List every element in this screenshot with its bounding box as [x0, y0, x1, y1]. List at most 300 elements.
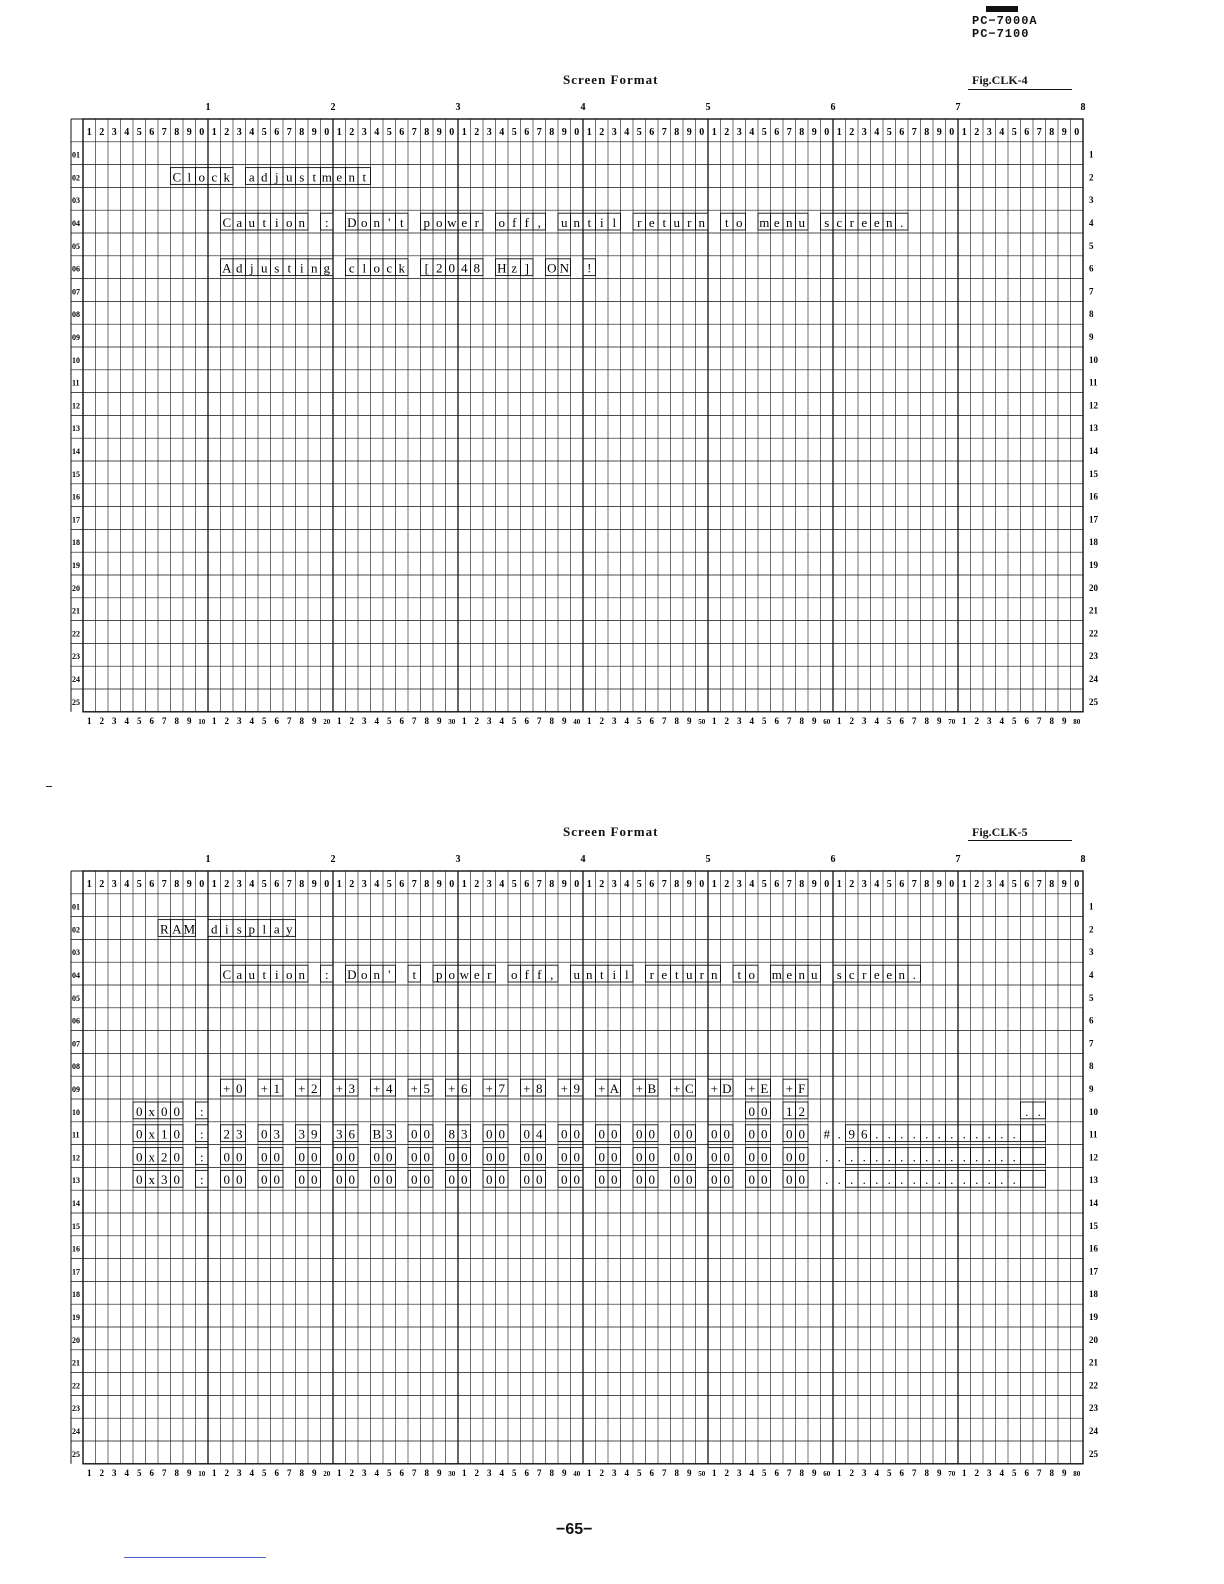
column-number-bottom: 8	[674, 715, 679, 726]
decade-label: 5	[705, 854, 711, 865]
row-label-right: 8	[1089, 1061, 1094, 1072]
decade-label: 7	[955, 854, 961, 865]
screen-text: 0x10 : 23 03 39 36 B3 00 83 00 04 00 00 00 00 00 00 00 #.96............	[136, 1126, 1016, 1142]
column-digit: 5	[761, 126, 767, 138]
row-label-right: 10	[1089, 1106, 1098, 1117]
column-number-bottom: 3	[987, 715, 992, 726]
column-number-bottom: 8	[674, 1467, 679, 1478]
column-digit: 4	[374, 126, 380, 138]
column-digit: 0	[1074, 878, 1080, 890]
column-digit: 2	[349, 878, 355, 890]
column-digit: 1	[461, 878, 467, 890]
column-number-bottom: 8	[1049, 1467, 1054, 1478]
column-number-bottom: 3	[737, 1467, 742, 1478]
column-number-bottom: 1	[587, 1467, 592, 1478]
fig1-title: Screen Format	[563, 72, 659, 87]
column-digit: 7	[661, 878, 667, 890]
row-label-right: 18	[1089, 537, 1098, 548]
column-digit: 2	[849, 126, 855, 138]
column-digit: 9	[186, 878, 192, 890]
row-label-right: 2	[1089, 924, 1094, 935]
column-digit: 7	[661, 126, 667, 138]
row-label-right: 25	[1089, 1448, 1098, 1459]
column-number-bottom: 1	[87, 1467, 92, 1478]
column-digit: 4	[124, 878, 130, 890]
row-label-right: 17	[1089, 514, 1098, 525]
column-digit: 9	[811, 126, 817, 138]
column-digit: 8	[799, 878, 805, 890]
column-digit: 7	[1036, 878, 1042, 890]
screen-text-line	[133, 1148, 1046, 1165]
row-label-left: 10	[72, 1107, 80, 1117]
column-number-bottom: 7	[287, 1467, 292, 1478]
column-number-bottom: 6	[774, 715, 779, 726]
row-label-right: 11	[1089, 1129, 1098, 1140]
column-digit: 9	[936, 126, 942, 138]
row-label-right: 15	[1089, 1220, 1098, 1231]
column-digit: 9	[936, 878, 942, 890]
char-cell	[1021, 1148, 1034, 1165]
char-cell	[1033, 1125, 1046, 1142]
column-number-bottom: 9	[562, 1467, 567, 1478]
column-number-bottom: 6	[149, 715, 154, 726]
column-number-bottom: 3	[862, 715, 867, 726]
column-digit: 9	[1061, 126, 1067, 138]
row-label-left: 02	[72, 925, 80, 935]
column-digit: 3	[861, 878, 867, 890]
column-number-bottom: 9	[812, 1467, 817, 1478]
row-label-left: 19	[72, 561, 80, 570]
column-number-bottom: 9	[312, 1467, 317, 1478]
column-digit: 3	[111, 878, 117, 890]
column-digit: 4	[874, 878, 880, 890]
column-digit: 8	[299, 878, 305, 890]
column-number-bottom: 70	[948, 717, 956, 726]
screen-text: 00 12	[748, 1103, 806, 1119]
column-number-bottom: 2	[849, 715, 854, 726]
row-label-left: 17	[72, 515, 80, 525]
column-number-bottom: 1	[587, 715, 592, 726]
column-number-bottom: 9	[437, 715, 442, 726]
column-digit: 0	[824, 878, 830, 890]
column-number-bottom: 4	[749, 715, 754, 726]
column-number-bottom: 9	[937, 1467, 942, 1478]
column-digit: 8	[1049, 878, 1055, 890]
row-label-left: 14	[72, 1199, 80, 1208]
column-digit: 0	[199, 126, 205, 138]
column-digit: 9	[311, 878, 317, 890]
column-digit: 6	[899, 126, 905, 138]
decade-label: 7	[955, 102, 961, 113]
column-digit: 2	[474, 126, 480, 138]
column-number-bottom: 6	[274, 715, 279, 726]
row-label-left: 04	[72, 971, 80, 980]
decade-label: 6	[830, 102, 836, 113]
screen-text: RAM display	[159, 921, 293, 937]
row-label-right: 3	[1089, 947, 1094, 958]
column-number-bottom: 4	[999, 1467, 1004, 1478]
column-number-bottom: 80	[1073, 717, 1081, 726]
column-digit: 1	[211, 878, 217, 890]
row-label-left: 25	[72, 697, 80, 707]
row-label-right: 4	[1089, 970, 1094, 980]
decade-label: 1	[205, 854, 211, 865]
column-digit: 9	[561, 126, 567, 138]
column-number-bottom: 7	[162, 1467, 167, 1478]
screen-text: Clock adjustment	[172, 169, 367, 185]
column-digit: 3	[611, 878, 617, 890]
row-label-right: 15	[1089, 468, 1098, 479]
row-label-left: 06	[72, 1016, 80, 1026]
model-name-2: PC−7100	[972, 27, 1030, 41]
column-number-bottom: 5	[137, 715, 142, 726]
column-number-bottom: 2	[724, 715, 729, 726]
screen-text-line	[133, 1102, 208, 1119]
row-label-right: 1	[1089, 901, 1094, 912]
column-number-bottom: 2	[474, 715, 479, 726]
column-digit: 2	[724, 878, 730, 890]
row-label-left: 08	[72, 310, 80, 320]
column-digit: 4	[624, 878, 630, 890]
column-number-bottom: 9	[312, 715, 317, 726]
row-label-right: 6	[1089, 1015, 1094, 1026]
row-label-left: 11	[72, 378, 80, 388]
row-label-right: 21	[1089, 605, 1098, 616]
column-digit: 4	[624, 126, 630, 138]
column-digit: 8	[674, 126, 680, 138]
column-number-bottom: 3	[612, 715, 617, 726]
column-digit: 6	[149, 878, 155, 890]
column-digit: 1	[961, 878, 967, 890]
column-number-bottom: 10	[198, 1469, 206, 1478]
row-label-right: 25	[1089, 696, 1098, 707]
column-number-bottom: 6	[524, 715, 529, 726]
decade-label: 8	[1080, 102, 1086, 113]
column-number-bottom: 8	[1049, 715, 1054, 726]
column-digit: 8	[924, 878, 930, 890]
column-digit: 2	[724, 126, 730, 138]
column-digit: 3	[361, 126, 367, 138]
decade-label: 4	[580, 854, 586, 865]
column-number-bottom: 7	[537, 715, 542, 726]
column-number-bottom: 5	[387, 1467, 392, 1478]
screen-text-line	[171, 168, 371, 185]
column-digit: 2	[974, 878, 980, 890]
column-number-bottom: 5	[762, 1467, 767, 1478]
fig2-title: Screen Format	[563, 824, 659, 839]
row-label-right: 3	[1089, 195, 1094, 206]
column-digit: 5	[636, 878, 642, 890]
column-digit: 5	[761, 878, 767, 890]
column-digit: 7	[161, 126, 167, 138]
screen-format-grid-1	[58, 96, 1118, 728]
column-number-bottom: 4	[124, 1467, 129, 1478]
column-number-bottom: 2	[349, 715, 354, 726]
column-digit: 2	[849, 878, 855, 890]
column-number-bottom: 6	[524, 1467, 529, 1478]
fig1-label: Fig.CLK-4	[972, 73, 1028, 87]
row-label-right: 16	[1089, 491, 1098, 502]
row-label-right: 8	[1089, 309, 1094, 320]
column-digit: 3	[736, 878, 742, 890]
column-number-bottom: 8	[174, 1467, 179, 1478]
column-number-bottom: 3	[487, 715, 492, 726]
fig2-underline	[968, 840, 1072, 841]
column-number-bottom: 9	[187, 715, 192, 726]
screen-text: Caution : Don' t power off, until return to menu screen.	[222, 967, 916, 982]
row-label-right: 9	[1089, 1084, 1094, 1094]
row-label-left: 06	[72, 264, 80, 274]
column-digit: 9	[186, 126, 192, 138]
column-digit: 1	[336, 126, 342, 138]
column-number-bottom: 2	[224, 1467, 229, 1478]
screen-text-line	[133, 1170, 1046, 1187]
column-digit: 6	[274, 878, 280, 890]
column-number-bottom: 9	[1062, 715, 1067, 726]
column-digit: 4	[499, 126, 505, 138]
column-number-bottom: 8	[549, 715, 554, 726]
column-number-bottom: 1	[962, 1467, 967, 1478]
column-number-bottom: 1	[837, 1467, 842, 1478]
column-number-bottom: 5	[762, 715, 767, 726]
column-digit: 1	[211, 126, 217, 138]
column-digit: 7	[1036, 126, 1042, 138]
column-number-bottom: 9	[687, 715, 692, 726]
row-label-left: 21	[72, 1358, 80, 1368]
page-number: −65−	[556, 1521, 593, 1538]
column-number-bottom: 6	[399, 715, 404, 726]
column-number-bottom: 3	[112, 1467, 117, 1478]
screen-text-line	[746, 1102, 809, 1119]
char-cell	[1021, 1170, 1034, 1187]
row-label-left: 09	[72, 1085, 80, 1094]
row-label-left: 25	[72, 1449, 80, 1459]
column-digit: 4	[874, 126, 880, 138]
column-digit: 9	[811, 878, 817, 890]
column-digit: 9	[1061, 878, 1067, 890]
row-label-left: 18	[72, 1290, 80, 1300]
column-number-bottom: 2	[599, 1467, 604, 1478]
column-digit: 6	[1024, 126, 1030, 138]
column-number-bottom: 60	[823, 1469, 831, 1478]
decade-label: 3	[455, 854, 461, 865]
column-digit: 4	[999, 878, 1005, 890]
row-label-right: 19	[1089, 1312, 1098, 1322]
column-digit: 1	[586, 126, 592, 138]
column-digit: 6	[274, 126, 280, 138]
column-number-bottom: 7	[1037, 715, 1042, 726]
row-label-left: 17	[72, 1267, 80, 1277]
column-digit: 6	[149, 126, 155, 138]
column-digit: 4	[374, 878, 380, 890]
decade-label: 5	[705, 102, 711, 113]
column-number-bottom: 2	[224, 715, 229, 726]
column-digit: 3	[986, 878, 992, 890]
row-label-left: 18	[72, 538, 80, 548]
column-digit: 2	[599, 878, 605, 890]
column-digit: 7	[911, 878, 917, 890]
screen-text-line	[221, 213, 909, 230]
column-digit: 6	[524, 126, 530, 138]
column-digit: 7	[911, 126, 917, 138]
column-number-bottom: 8	[924, 1467, 929, 1478]
column-digit: 7	[536, 878, 542, 890]
column-digit: 1	[461, 126, 467, 138]
screen-format-grid-2	[58, 848, 1118, 1480]
row-label-right: 5	[1089, 992, 1094, 1003]
decade-label: 2	[330, 102, 336, 113]
column-digit: 7	[161, 878, 167, 890]
column-digit: 3	[736, 126, 742, 138]
column-number-bottom: 4	[499, 1467, 504, 1478]
column-number-bottom: 6	[899, 715, 904, 726]
column-number-bottom: 40	[573, 717, 581, 726]
column-number-bottom: 4	[374, 715, 379, 726]
row-label-right: 24	[1089, 674, 1098, 684]
column-digit: 0	[324, 126, 330, 138]
column-number-bottom: 5	[512, 1467, 517, 1478]
row-label-left: 10	[72, 355, 80, 365]
column-number-bottom: 2	[974, 1467, 979, 1478]
column-digit: 5	[261, 878, 267, 890]
column-number-bottom: 5	[637, 1467, 642, 1478]
column-number-bottom: 8	[799, 1467, 804, 1478]
row-label-right: 4	[1089, 218, 1094, 228]
column-digit: 2	[99, 878, 105, 890]
row-label-left: 21	[72, 606, 80, 616]
row-label-left: 24	[72, 1427, 80, 1436]
decade-label: 2	[330, 854, 336, 865]
column-number-bottom: 8	[549, 1467, 554, 1478]
column-digit: 6	[774, 878, 780, 890]
column-digit: 7	[536, 126, 542, 138]
column-number-bottom: 3	[112, 715, 117, 726]
row-label-left: 11	[72, 1130, 80, 1140]
column-digit: 2	[349, 126, 355, 138]
row-label-right: 22	[1089, 1380, 1098, 1391]
row-label-right: 24	[1089, 1426, 1098, 1436]
row-label-left: 13	[72, 424, 80, 434]
row-label-right: 20	[1089, 582, 1098, 593]
column-number-bottom: 2	[849, 1467, 854, 1478]
column-digit: 5	[386, 126, 392, 138]
column-number-bottom: 7	[412, 1467, 417, 1478]
column-digit: 5	[1011, 878, 1017, 890]
column-number-bottom: 6	[399, 1467, 404, 1478]
column-digit: 0	[949, 878, 955, 890]
column-number-bottom: 2	[724, 1467, 729, 1478]
screen-text: +0 +1 +2 +3 +4 +5 +6 +7 +8 +9 +A +B +C +D +E +F	[223, 1081, 806, 1096]
column-number-bottom: 8	[799, 715, 804, 726]
screen-text-line	[133, 1125, 1046, 1142]
row-label-right: 7	[1089, 286, 1094, 297]
column-digit: 1	[836, 878, 842, 890]
column-digit: 0	[699, 126, 705, 138]
column-number-bottom: 4	[499, 715, 504, 726]
column-digit: 6	[774, 126, 780, 138]
column-number-bottom: 9	[937, 715, 942, 726]
column-number-bottom: 5	[512, 715, 517, 726]
column-digit: 9	[561, 878, 567, 890]
decade-label: 8	[1080, 854, 1086, 865]
column-number-bottom: 5	[137, 1467, 142, 1478]
column-digit: 5	[136, 878, 142, 890]
column-digit: 8	[549, 878, 555, 890]
column-digit: 8	[674, 878, 680, 890]
column-digit: 0	[1074, 126, 1080, 138]
column-number-bottom: 8	[299, 1467, 304, 1478]
column-number-bottom: 6	[1024, 715, 1029, 726]
row-label-right: 18	[1089, 1289, 1098, 1300]
column-digit: 9	[436, 126, 442, 138]
column-number-bottom: 6	[649, 715, 654, 726]
column-number-bottom: 7	[662, 715, 667, 726]
column-number-bottom: 50	[698, 1469, 706, 1478]
row-label-right: 17	[1089, 1266, 1098, 1277]
column-digit: 0	[824, 126, 830, 138]
column-number-bottom: 9	[1062, 1467, 1067, 1478]
row-label-left: 16	[72, 1244, 80, 1254]
row-label-right: 19	[1089, 560, 1098, 570]
column-number-bottom: 8	[424, 1467, 429, 1478]
column-number-bottom: 1	[712, 715, 717, 726]
column-digit: 8	[549, 126, 555, 138]
screen-text: 0x00 :	[136, 1103, 204, 1119]
column-number-bottom: 4	[249, 1467, 254, 1478]
screen-text: ..	[1025, 1103, 1041, 1119]
row-label-right: 16	[1089, 1243, 1098, 1254]
column-digit: 8	[1049, 126, 1055, 138]
screen-text: 0x20 : 00 00 00 00 00 00 00 00 00 00 00 00 00 00 00 00 ................	[136, 1149, 1016, 1165]
column-digit: 2	[974, 126, 980, 138]
column-digit: 6	[649, 878, 655, 890]
column-number-bottom: 9	[187, 1467, 192, 1478]
row-label-right: 6	[1089, 263, 1094, 274]
column-digit: 1	[336, 878, 342, 890]
header-bar	[986, 6, 1018, 12]
column-number-bottom: 4	[999, 715, 1004, 726]
column-digit: 3	[611, 126, 617, 138]
column-digit: 3	[236, 878, 242, 890]
row-label-left: 23	[72, 652, 80, 662]
column-number-bottom: 1	[837, 715, 842, 726]
column-number-bottom: 1	[337, 715, 342, 726]
column-digit: 6	[899, 878, 905, 890]
column-number-bottom: 30	[448, 1469, 456, 1478]
column-digit: 2	[224, 126, 230, 138]
row-label-right: 9	[1089, 332, 1094, 342]
column-digit: 0	[449, 878, 455, 890]
column-number-bottom: 6	[649, 1467, 654, 1478]
column-number-bottom: 6	[274, 1467, 279, 1478]
column-number-bottom: 2	[974, 715, 979, 726]
column-digit: 8	[924, 126, 930, 138]
column-number-bottom: 2	[474, 1467, 479, 1478]
row-label-left: 15	[72, 1221, 80, 1231]
row-label-right: 5	[1089, 240, 1094, 251]
column-digit: 8	[799, 126, 805, 138]
column-number-bottom: 1	[87, 715, 92, 726]
column-digit: 1	[836, 126, 842, 138]
row-label-right: 7	[1089, 1038, 1094, 1049]
column-digit: 6	[399, 878, 405, 890]
row-label-left: 02	[72, 173, 80, 183]
column-digit: 3	[486, 126, 492, 138]
column-digit: 2	[599, 126, 605, 138]
row-label-left: 12	[72, 401, 80, 411]
row-label-right: 11	[1089, 377, 1098, 388]
column-digit: 5	[511, 878, 517, 890]
